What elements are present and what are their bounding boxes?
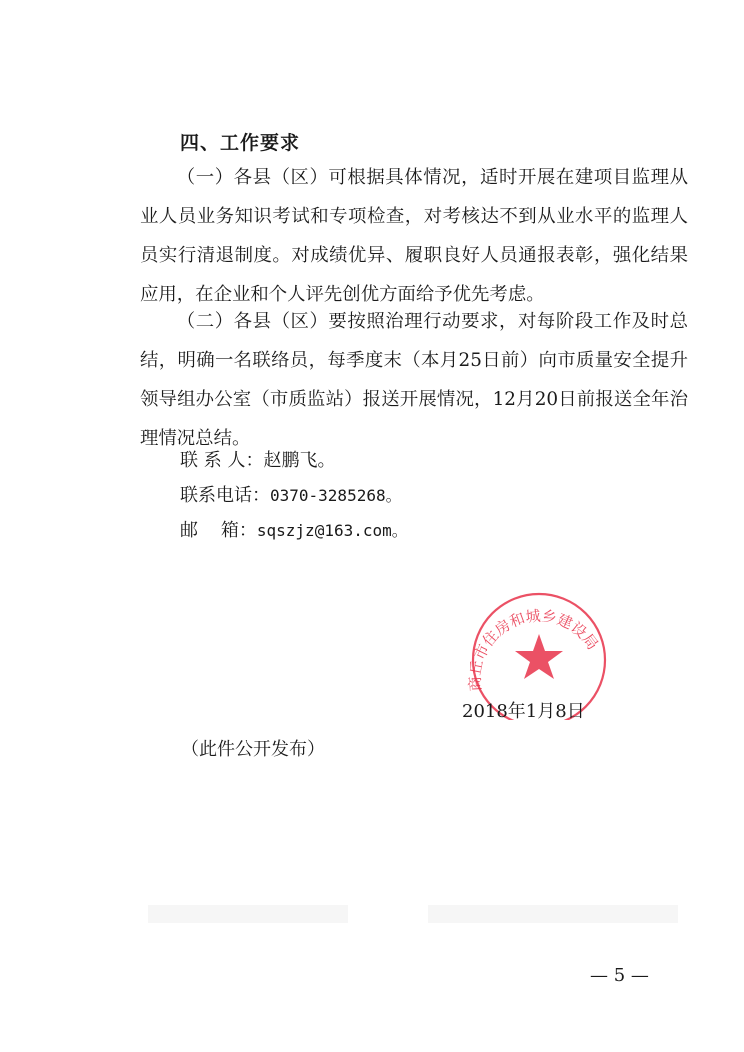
release-note: （此件公开发布） xyxy=(181,739,325,760)
section-heading: 四、工作要求 xyxy=(180,132,301,154)
star-icon xyxy=(515,634,563,679)
contact-phone-label: 联系电话： xyxy=(180,485,270,506)
contact-email xyxy=(180,519,408,543)
paragraph-2: （二）各县（区）要按照治理行动要求，对每阶段工作及时总结，明确一名联络员，每季度末（本月25日前）向市质量安全提升领导组办公室（市质监站）报送开展情况，12月20日前报送全年治理情况总结。 xyxy=(140,311,688,449)
contact-email-value: sqszjz@163.com。 xyxy=(256,521,408,540)
bleed-through-mark xyxy=(428,905,678,923)
seal-text: 商丘市住房和城乡建设局 xyxy=(465,606,602,692)
page-number: — 5 — xyxy=(590,965,649,986)
contact-person xyxy=(180,449,335,473)
paragraph-1: （一）各县（区）可根据具体情况，适时开展在建项目监理从业人员业务知识考试和专项检查，对考核达不到从业水平的监理人员实行清退制度。对成绩优异、履职良好人员通报表彰，强化结果应用，在企业和个人评先创优方面给予优先考虑。 xyxy=(140,167,688,305)
issue-date: 2018年1月8日 xyxy=(462,701,585,722)
bleed-through-mark xyxy=(148,905,348,923)
contact-person-value: 赵鹏飞。 xyxy=(263,450,336,471)
contact-phone-value: 0370-3285268。 xyxy=(270,486,402,505)
contact-person-label: 联 系 人： xyxy=(180,450,264,471)
contact-email-label: 邮 箱： xyxy=(180,520,257,541)
contact-phone xyxy=(180,484,402,508)
